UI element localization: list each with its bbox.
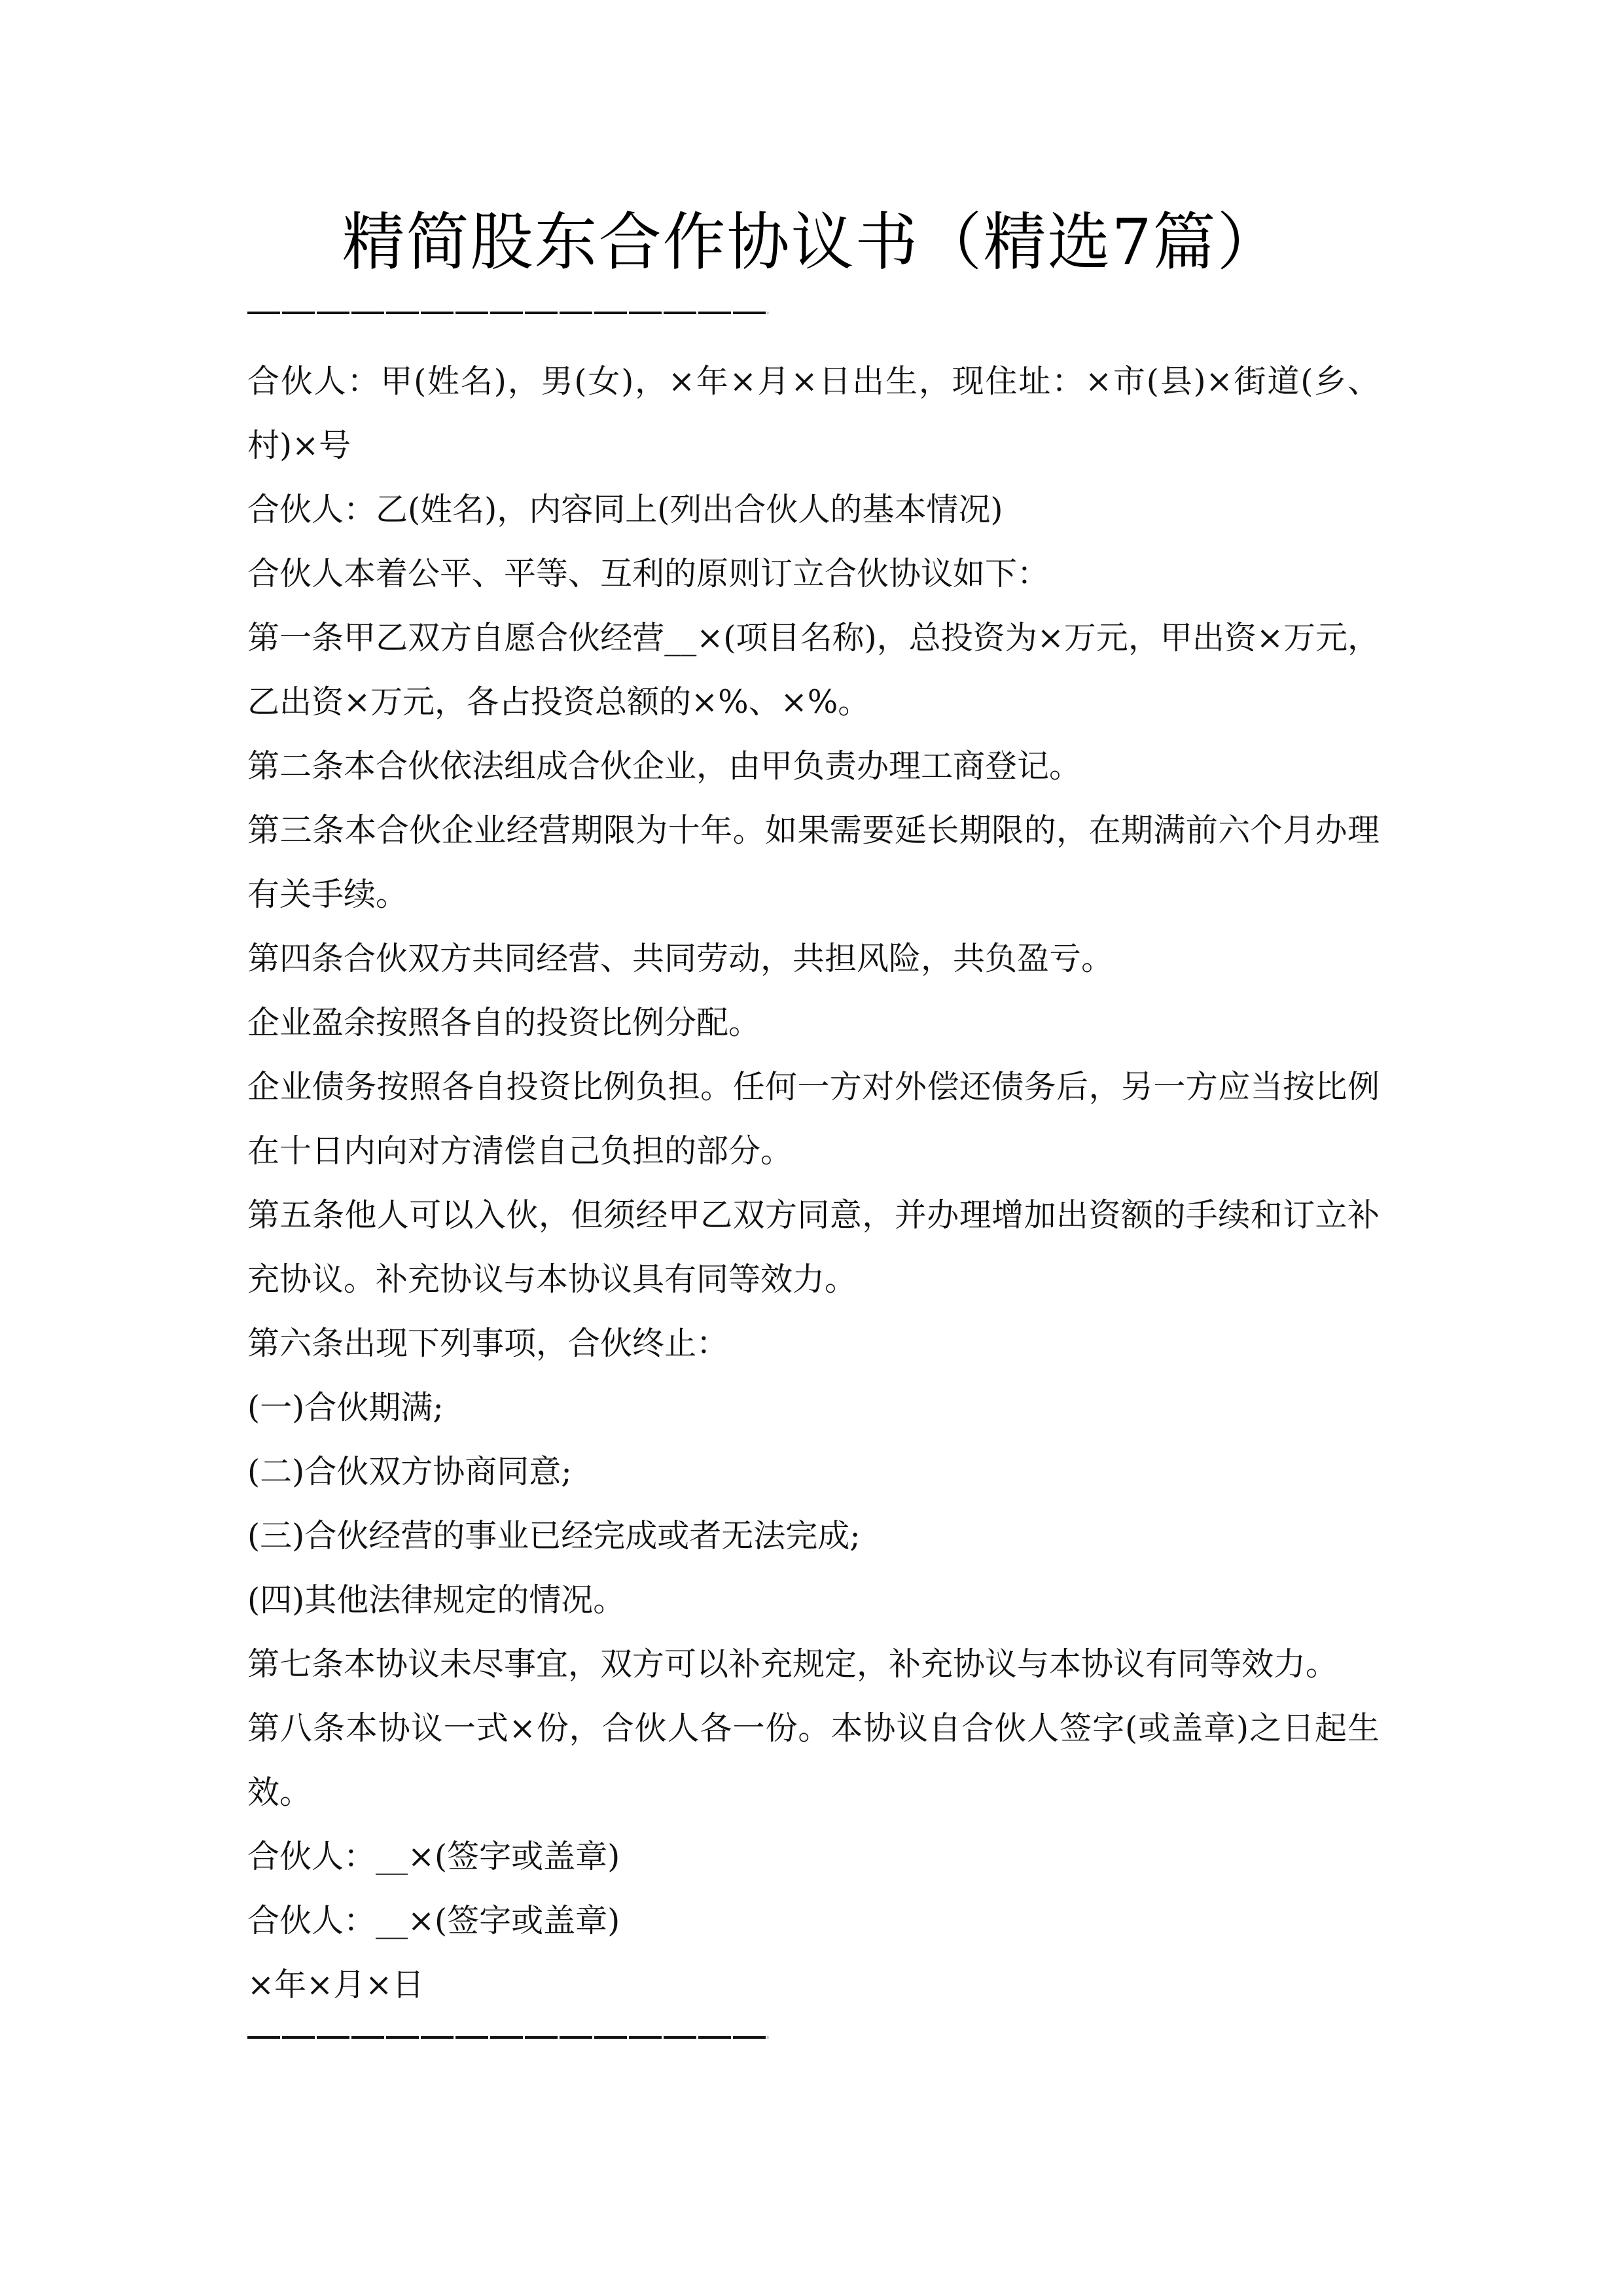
top-divider [247,312,768,314]
article-7: 第七条本协议未尽事宜，双方可以补充规定，补充协议与本协议有同等效力。 [247,1645,1338,1683]
partner-a-info: 合伙人：甲(姓名)，男(女)，×年×月×日出生，现住址：×市(县)×街道(乡、村)×号 [247,363,1380,464]
date-line: ×年×月×日 [247,1966,425,2003]
article-8: 第八条本协议一式×份，合伙人各一份。本协议自合伙人签字(或盖章)之日起生效。 [247,1710,1380,1811]
document-body [247,350,1380,2017]
signature-line-1: 合伙人：__×(签字或盖章) [247,1838,620,1875]
article-3: 第三条本合伙企业经营期限为十年。如果需要延长期限的，在期满前六个月办理有关手续。 [247,812,1380,913]
article-2: 第二条本合伙依法组成合伙企业，由甲负责办理工商登记。 [247,747,1082,785]
article-4: 第四条合伙双方共同经营、共同劳动，共担风险，共负盈亏。 [247,940,1114,977]
debt-allocation: 企业债务按照各自投资比例负担。任何一方对外偿还债务后，另一方应当按比例在十日内向对方清偿自己负担的部分。 [247,1068,1380,1170]
signature-line-2: 合伙人：__×(签字或盖章) [247,1902,620,1939]
article-1: 第一条甲乙双方自愿合伙经营__×(项目名称)，总投资为×万元，甲出资×万元，乙出资×万元，各占投资总额的×%、×%。 [247,619,1380,721]
article-6: 第六条出现下列事项，合伙终止： [247,1325,729,1362]
partner-b-info: 合伙人：乙(姓名)，内容同上(列出合伙人的基本情况) [247,491,1003,528]
termination-item-2: (二)合伙双方协商同意; [247,1453,572,1490]
document-title: 精简股东合作协议书（精选7篇） [342,206,1281,279]
termination-item-4: (四)其他法律规定的情况。 [247,1581,626,1619]
preamble: 合伙人本着公平、平等、互利的原则订立合伙协议如下： [247,555,1050,592]
profit-distribution: 企业盈余按照各自的投资比例分配。 [247,1004,761,1041]
termination-item-3: (三)合伙经营的事业已经完成或者无法完成; [247,1517,861,1554]
article-5: 第五条他人可以入伙，但须经甲乙双方同意，并办理增加出资额的手续和订立补充协议。补充协议与本协议具有同等效力。 [247,1196,1380,1298]
termination-item-1: (一)合伙期满; [247,1389,444,1426]
bottom-divider [247,2036,768,2039]
